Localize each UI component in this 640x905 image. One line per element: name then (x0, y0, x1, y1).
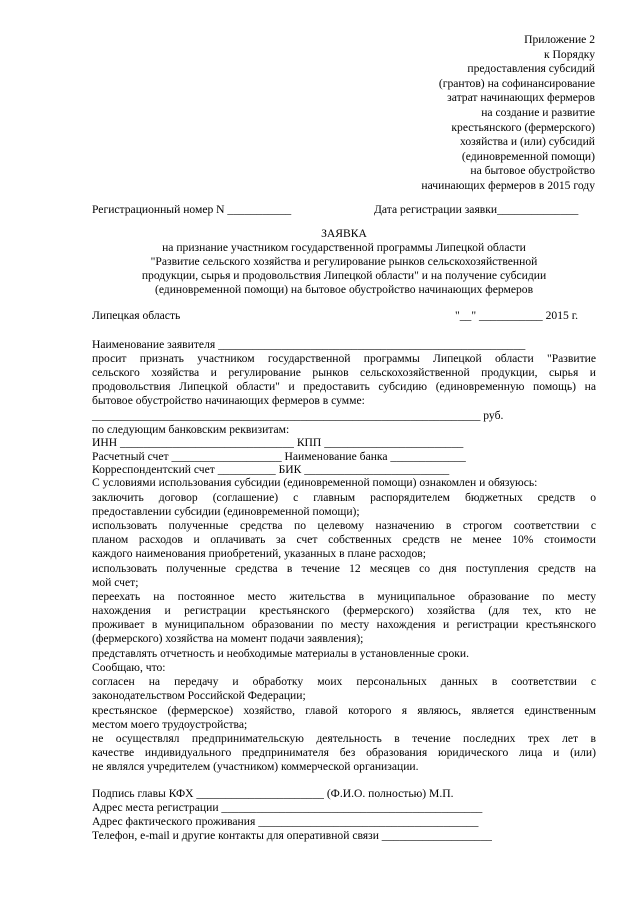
body-line: не являлся учредителем (участником) коммерческой организации. (92, 760, 419, 773)
appendix-line: (единовременной помощи) (461, 149, 595, 163)
subtitle-line: на признание участником государственной программы Липецкой области (162, 241, 526, 254)
appendix-line: начинающих фермеров в 2015 году (421, 178, 595, 192)
body-line: просит признать участником государственной программы Липецкой области "Развитие (92, 352, 596, 365)
appendix-line: на бытовое обустройство (470, 164, 595, 178)
registration-address-line: Адрес места регистрации _____________________________________________ (92, 801, 483, 814)
body-line: согласен на передачу и обработку моих персональных данных в соответствии с (92, 675, 596, 688)
appendix-line: (грантов) на софинансирование (438, 76, 595, 90)
appendix-line: хозяйства и (или) субсидий (460, 135, 595, 149)
subtitle-line: "Развитие сельского хозяйства и регулирование рынков сельскохозяйственной (150, 255, 538, 268)
appendix-line: предоставления субсидий (467, 62, 595, 76)
body-line: законодательством Российской Федерации; (92, 689, 306, 702)
appendix-block (421, 33, 595, 194)
body-line: местом моего трудоустройства; (92, 718, 248, 731)
body-line: заключить договор (соглашение) с главным распорядителем бюджетных средств о (92, 491, 596, 504)
body-line: не осуществлял предпринимательскую деятельность в течение последних трех лет в (92, 732, 596, 745)
appendix-line: к Порядку (544, 47, 595, 61)
body-line: проживает в муниципальном образовании по месту нахождения и регистрации крестьянского (92, 618, 596, 631)
body-line: переехать на постоянное место жительства в муниципальное образование по месту (92, 590, 596, 603)
actual-address-line: Адрес фактического проживания ______________________________________ (92, 815, 479, 828)
body-line: сельского хозяйства и регулирование рынков сельскохозяйственной продукции, сырья и (92, 366, 596, 379)
body-line: бытовое обустройство начинающих фермеров в сумме: (92, 394, 365, 407)
appendix-line: на создание и развитие (481, 105, 595, 119)
body-line: использовать полученные средства в течение 12 месяцев со дня поступления средств на (92, 562, 596, 575)
applicant-name-line: Наименование заявителя _____________________________________________________ (92, 338, 526, 351)
body-line: использовать полученные средства по целевому назначению в строгом соответствии с (92, 519, 596, 532)
date-line: "__" ___________ 2015 г. (455, 309, 579, 322)
body-line: С условиями использования субсидии (единовременной помощи) ознакомлен и обязуюсь: (92, 476, 538, 489)
subtitle-line: (единовременной помощи) на бытовое обустройство начинающих фермеров (154, 283, 534, 296)
signature-line: Подпись главы КФХ ______________________ (Ф.И.О. полностью) М.П. (92, 787, 454, 800)
appendix-line: крестьянского (фермерского) (451, 120, 595, 134)
account-bank-line: Расчетный счет ___________________ Наименование банка _____________ (92, 450, 466, 463)
corr-account-bik-line: Корреспондентский счет __________ БИК _________________________ (92, 463, 450, 476)
appendix-line: затрат начинающих фермеров (447, 91, 595, 105)
registration-number: Регистрационный номер N ___________ (92, 203, 292, 216)
body-line: нахождения и регистрации крестьянского (фермерского) хозяйства (для тех, кто не (92, 604, 596, 617)
region-label: Липецкая область (92, 309, 181, 322)
appendix-line: Приложение 2 (524, 33, 595, 46)
body-line: мой счет; (92, 576, 139, 589)
contacts-line: Телефон, e-mail и другие контакты для оперативной связи ___________________ (92, 829, 492, 842)
body-line: представлять отчетность и необходимые материалы в установленные сроки. (92, 647, 470, 660)
body-line: качестве индивидуального предпринимателя без образования юридического лица и (или) (92, 746, 596, 759)
body-line: (фермерского) хозяйства на момент подачи заявления); (92, 632, 364, 645)
registration-date: Дата регистрации заявки______________ (374, 203, 579, 216)
body-line: планом расходов и оплачивать за счет собственных средств не менее 10% стоимости (92, 533, 596, 546)
subtitle-line: продукции, сырья и продовольствия Липецкой области" и на получение субсидии (141, 269, 547, 282)
body-line: каждого наименования приобретений, указанных в плане расходов; (92, 547, 427, 560)
document-title: ЗАЯВКА (321, 227, 367, 240)
amount-line: ___________________________________________________________________ руб. (92, 409, 504, 422)
body-line: продовольствия Липецкой области" и предоставить субсидию (единовременную помощь) на (92, 380, 596, 393)
body-line: крестьянское (фермерское) хозяйство, главой которого я являюсь, является единственным (92, 704, 596, 717)
inn-kpp-line: ИНН ______________________________ КПП ________________________ (92, 436, 464, 449)
body-line: предоставлении субсидии (единовременной помощи); (92, 505, 360, 518)
body-line: Сообщаю, что: (92, 661, 166, 674)
body-line: по следующим банковским реквизитам: (92, 423, 290, 436)
